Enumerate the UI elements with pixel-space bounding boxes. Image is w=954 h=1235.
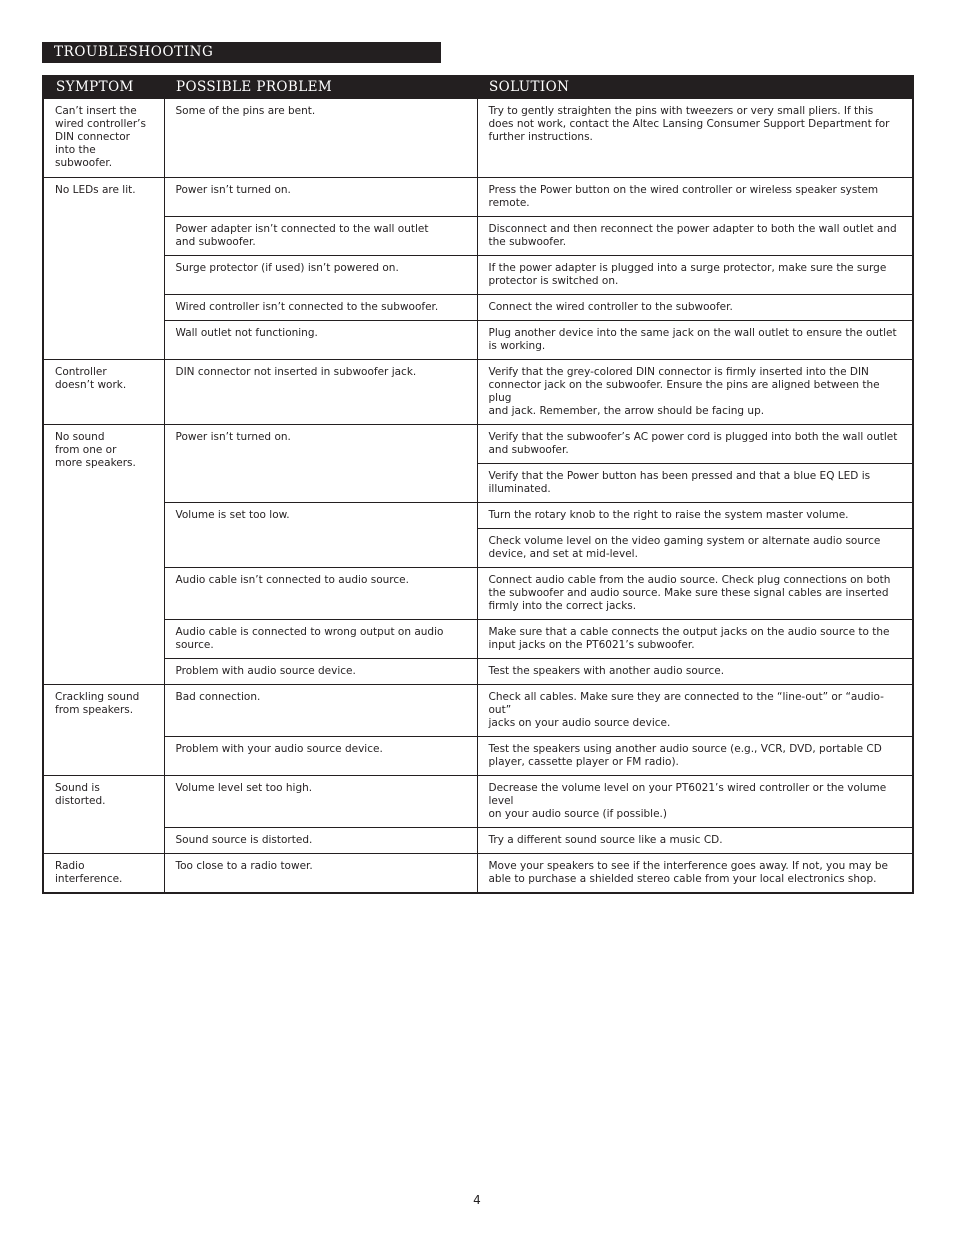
table-row	[43, 256, 913, 295]
solution-cell: Test the speakers using another audio source (e.g., VCR, DVD, portable CD player, cassette player or FM radio).	[477, 737, 913, 776]
table-row	[43, 99, 913, 178]
symptom-cell: No LEDs are lit.	[43, 178, 164, 360]
symptom-cell: Sound is distorted.	[43, 776, 164, 854]
problem-cell: DIN connector not inserted in subwoofer jack.	[164, 360, 477, 425]
page-number: 4	[473, 1193, 481, 1207]
solution-cell: Move your speakers to see if the interference goes away. If not, you may be able to purchase a shielded stereo cable from your local electronics shop.	[477, 854, 913, 894]
problem-cell: Too close to a radio tower.	[164, 854, 477, 894]
solution-cell: Disconnect and then reconnect the power adapter to both the wall outlet and the subwoofer.	[477, 217, 913, 256]
problem-cell: Power isn’t turned on.	[164, 425, 477, 503]
table-row	[43, 295, 913, 321]
table-header-row	[43, 76, 913, 99]
problem-cell: Some of the pins are bent.	[164, 99, 477, 178]
table-row	[43, 425, 913, 464]
problem-cell: Wall outlet not functioning.	[164, 321, 477, 360]
solution-cell: Try to gently straighten the pins with tweezers or very small pliers. If this does not work, contact the Altec Lansing Consumer Support Department for further instructions.	[477, 99, 913, 178]
solution-cell: Check all cables. Make sure they are connected to the “line-out” or “audio-out” jacks on your audio source device.	[477, 685, 913, 737]
table-row	[43, 178, 913, 217]
problem-cell: Power adapter isn’t connected to the wall outlet and subwoofer.	[164, 217, 477, 256]
solution-cell: Check volume level on the video gaming system or alternate audio source device, and set at mid-level.	[477, 529, 913, 568]
solution-cell: Verify that the subwoofer’s AC power cord is plugged into both the wall outlet and subwoofer.	[477, 425, 913, 464]
solution-cell: Press the Power button on the wired controller or wireless speaker system remote.	[477, 178, 913, 217]
table-row	[43, 828, 913, 854]
header-possible-problem: POSSIBLE PROBLEM	[164, 76, 477, 99]
solution-cell: Verify that the Power button has been pressed and that a blue EQ LED is illuminated.	[477, 464, 913, 503]
table-row	[43, 620, 913, 659]
table-row	[43, 685, 913, 737]
problem-cell: Audio cable is connected to wrong output on audio source.	[164, 620, 477, 659]
solution-cell: If the power adapter is plugged into a surge protector, make sure the surge protector is switched on.	[477, 256, 913, 295]
table-row	[43, 503, 913, 529]
table-row	[43, 360, 913, 425]
problem-cell: Power isn’t turned on.	[164, 178, 477, 217]
solution-cell: Plug another device into the same jack on the wall outlet to ensure the outlet is working.	[477, 321, 913, 360]
problem-cell: Surge protector (if used) isn’t powered on.	[164, 256, 477, 295]
problem-cell: Problem with audio source device.	[164, 659, 477, 685]
solution-cell: Connect the wired controller to the subwoofer.	[477, 295, 913, 321]
table-row	[43, 659, 913, 685]
solution-cell: Test the speakers with another audio source.	[477, 659, 913, 685]
symptom-cell: No sound from one or more speakers.	[43, 425, 164, 685]
section-title: TROUBLESHOOTING	[42, 42, 441, 63]
table-row	[43, 217, 913, 256]
solution-cell: Make sure that a cable connects the output jacks on the audio source to the input jacks on the PT6021’s subwoofer.	[477, 620, 913, 659]
solution-cell: Connect audio cable from the audio source. Check plug connections on both the subwoofer and audio source. Make sure these signal cables are inserted firmly into the correct jacks.	[477, 568, 913, 620]
table-row	[43, 776, 913, 828]
table-row	[43, 568, 913, 620]
table-row	[43, 321, 913, 360]
symptom-cell: Controller doesn’t work.	[43, 360, 164, 425]
header-symptom: SYMPTOM	[43, 76, 164, 99]
problem-cell: Audio cable isn’t connected to audio source.	[164, 568, 477, 620]
solution-cell: Decrease the volume level on your PT6021’s wired controller or the volume level on your audio source (if possible.)	[477, 776, 913, 828]
problem-cell: Wired controller isn’t connected to the subwoofer.	[164, 295, 477, 321]
problem-cell: Sound source is distorted.	[164, 828, 477, 854]
solution-cell: Try a different sound source like a music CD.	[477, 828, 913, 854]
symptom-cell: Radio interference.	[43, 854, 164, 894]
troubleshooting-table	[42, 75, 914, 894]
problem-cell: Problem with your audio source device.	[164, 737, 477, 776]
solution-cell: Turn the rotary knob to the right to raise the system master volume.	[477, 503, 913, 529]
problem-cell: Volume is set too low.	[164, 503, 477, 568]
table-row	[43, 854, 913, 894]
header-solution: SOLUTION	[477, 76, 913, 99]
symptom-cell: Crackling sound from speakers.	[43, 685, 164, 776]
table-row	[43, 737, 913, 776]
symptom-cell: Can’t insert the wired controller’s DIN connector into the subwoofer.	[43, 99, 164, 178]
problem-cell: Bad connection.	[164, 685, 477, 737]
solution-cell: Verify that the grey-colored DIN connector is firmly inserted into the DIN connector jack on the subwoofer. Ensure the pins are aligned between the plug and jack. Remember, the arrow should be facing up.	[477, 360, 913, 425]
problem-cell: Volume level set too high.	[164, 776, 477, 828]
